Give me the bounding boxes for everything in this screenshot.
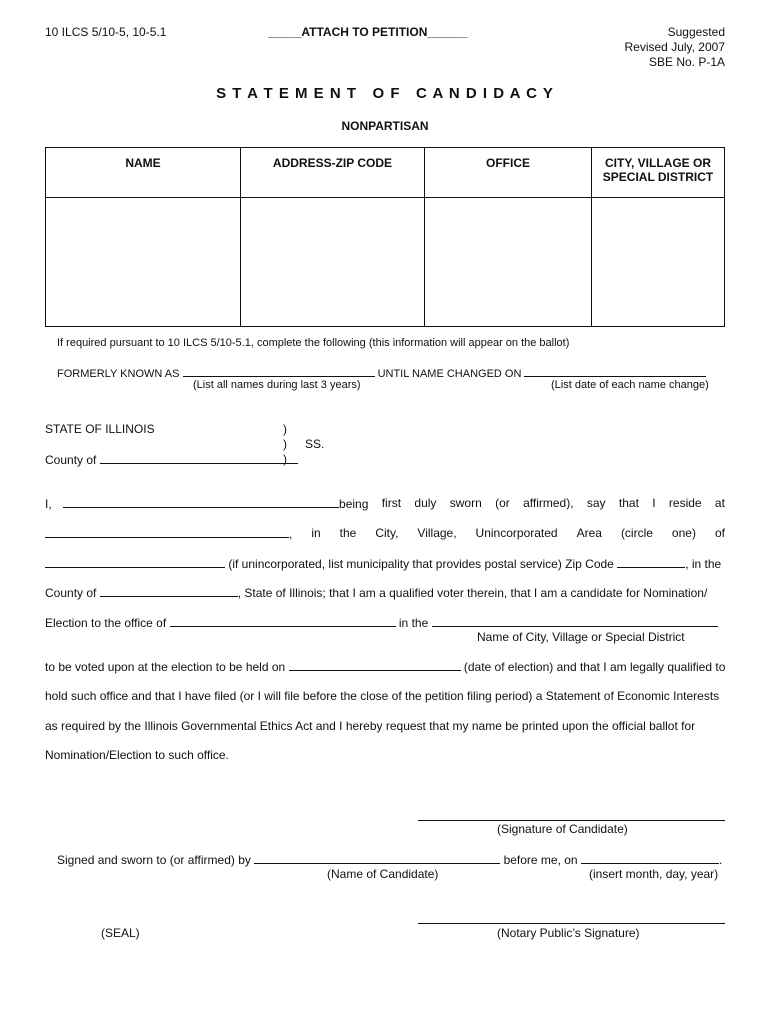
page-title: S T A T E M E N T O F C A N D I D A C Y	[216, 85, 554, 102]
table-header-row	[46, 148, 725, 198]
oath-line-4	[45, 585, 707, 600]
in-the-label: in the	[398, 616, 429, 630]
list-dates-hint: (List date of each name change)	[551, 379, 709, 391]
oath-word: reside	[668, 496, 702, 510]
county-label: County of	[45, 453, 97, 467]
zip-code-field[interactable]	[617, 556, 685, 568]
oath-word: City,	[375, 526, 399, 540]
oath-word: I	[652, 496, 656, 510]
table-row	[46, 198, 725, 327]
oath-word: say	[586, 496, 606, 510]
oath-line-7: hold such office and that I have filed (or I will file before the close of the petition filing period) a Statement of Economic Interests	[45, 689, 720, 703]
sworn-line	[57, 852, 722, 867]
oath-word: one)	[671, 526, 696, 540]
oath-word: Village,	[417, 526, 457, 540]
state-label: STATE OF ILLINOIS	[45, 422, 155, 436]
sworn-date-field[interactable]	[581, 852, 719, 864]
oath-word: sworn	[449, 496, 482, 510]
county-of-label: County of	[45, 586, 97, 600]
oath-word: of	[714, 526, 725, 540]
city-cell[interactable]	[592, 198, 725, 327]
column-header-office: OFFICE	[425, 148, 592, 198]
candidate-signature-line[interactable]	[418, 820, 725, 821]
notary-signature-line[interactable]	[418, 923, 725, 924]
oath-word: being	[339, 497, 369, 511]
date-hint: (insert month, day, year)	[589, 867, 719, 881]
oath-line-2-lead	[45, 526, 292, 541]
office-cell[interactable]	[425, 198, 592, 327]
column-header-city	[592, 148, 725, 198]
oath-word: duly	[414, 496, 437, 510]
county-field[interactable]	[100, 452, 298, 464]
column-header-city-line2: SPECIAL DISTRICT	[602, 170, 714, 184]
oath-i: I,	[45, 497, 52, 511]
oath-line-1-lead	[45, 496, 368, 511]
oath-line-5	[45, 615, 718, 630]
oath-word: (circle	[620, 526, 653, 540]
municipality-note: (if unincorporated, list municipality that provides postal service) Zip Code	[228, 557, 614, 571]
oath-line-2	[45, 526, 725, 541]
name-cell[interactable]	[46, 198, 241, 327]
name-change-date-field[interactable]	[524, 365, 706, 377]
county-line	[45, 452, 298, 467]
oath-word: Unincorporated	[475, 526, 558, 540]
oath-line-6	[45, 659, 725, 674]
statute-reference: 10 ILCS 5/10-5, 10-5.1	[45, 25, 167, 39]
district-name-field[interactable]	[432, 615, 718, 627]
paren-2: )	[283, 437, 287, 451]
oath-word: first	[381, 496, 402, 510]
list-names-hint: (List all names during last 3 years)	[193, 379, 361, 391]
oath-word: that	[618, 496, 639, 510]
oath-line-1	[45, 496, 725, 511]
in-the-text: , in the	[685, 557, 722, 571]
oath-line-9: Nomination/Election to such office.	[45, 748, 229, 762]
sworn-period: .	[718, 853, 723, 867]
street-address-field[interactable]	[45, 526, 289, 538]
ss-label: SS.	[305, 437, 325, 451]
suggested-label: Suggested	[667, 25, 725, 39]
candidate-signature-label: (Signature of Candidate)	[497, 822, 628, 836]
revised-date: Revised July, 2007	[624, 40, 725, 54]
until-name-changed-label: UNTIL NAME CHANGED ON	[377, 368, 522, 380]
form-number: SBE No. P-1A	[648, 55, 725, 69]
election-held-label: to be voted upon at the election to be held on	[45, 660, 286, 674]
election-date-field[interactable]	[289, 659, 461, 671]
address-cell[interactable]	[241, 198, 425, 327]
oath-word: affirmed),	[523, 496, 574, 510]
oath-word: the	[339, 526, 357, 540]
column-header-city-line1: CITY, VILLAGE OR	[604, 156, 711, 170]
oath-word: in	[311, 526, 321, 540]
column-header-name: NAME	[46, 148, 241, 198]
candidate-name-field[interactable]	[63, 496, 339, 508]
district-name-hint: Name of City, Village or Special District	[477, 630, 685, 644]
office-sought-field[interactable]	[170, 615, 396, 627]
municipality-field[interactable]	[45, 556, 225, 568]
candidate-table	[45, 147, 725, 327]
paren-1: )	[283, 422, 287, 436]
page-subtitle: NONPARTISAN	[341, 119, 429, 133]
sworn-label: Signed and sworn to (or affirmed) by	[57, 853, 251, 867]
formerly-known-as-field[interactable]	[183, 365, 375, 377]
office-label: Election to the office of	[45, 616, 167, 630]
attach-to-petition-label: _____ATTACH TO PETITION______	[268, 25, 468, 39]
oath-line-3	[45, 556, 721, 571]
ballot-note: If required pursuant to 10 ILCS 5/10-5.1, complete the following (this information will appear on the ballot)	[57, 337, 570, 349]
oath-word: ,	[289, 527, 293, 541]
paren-3: )	[283, 452, 287, 466]
formerly-known-as-label: FORMERLY KNOWN AS	[57, 368, 180, 380]
oath-word: Area	[576, 526, 602, 540]
form-revision-block	[625, 25, 726, 70]
formerly-known-as-line	[57, 365, 706, 380]
name-of-candidate-hint: (Name of Candidate)	[327, 867, 439, 881]
oath-line-8: as required by the Illinois Governmental Ethics Act and I hereby request that my name be printed upon the official ballot for	[45, 719, 696, 733]
notary-signature-label: (Notary Public’s Signature)	[497, 926, 640, 940]
qualified-voter-text: , State of Illinois; that I am a qualified voter therein, that I am a candidate for Nomination/	[237, 586, 708, 600]
oath-word: (or	[495, 496, 510, 510]
residence-county-field[interactable]	[100, 585, 238, 597]
column-header-address: ADDRESS-ZIP CODE	[241, 148, 425, 198]
oath-word: at	[714, 496, 725, 510]
legally-qualified-text: (date of election) and that I am legally qualified to	[463, 660, 726, 674]
before-me-label: before me, on	[503, 853, 578, 867]
sworn-name-field[interactable]	[254, 852, 500, 864]
seal-label: (SEAL)	[101, 926, 140, 940]
